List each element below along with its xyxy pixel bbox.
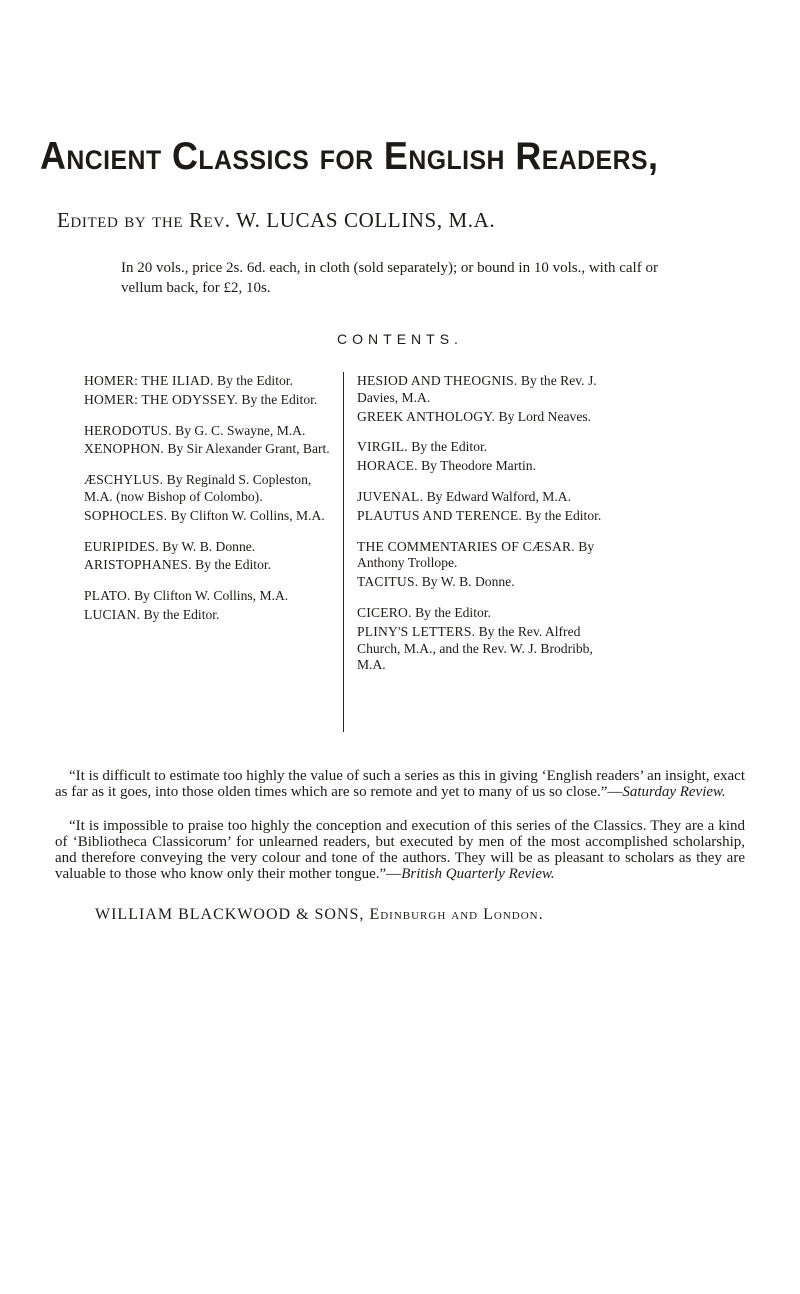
entry-contributor: By W. B. Donne. (162, 538, 256, 554)
entry-contributor: By the Rev. J. Davies, M.A. (357, 373, 597, 405)
contents-entry (357, 624, 609, 674)
entry-contributor: By the Editor. (143, 606, 220, 622)
entry-contributor: By the Editor. (415, 604, 491, 620)
entry-contributor: By W. B. Donne. (421, 574, 515, 590)
entry-author: EURIPIDES. (84, 538, 159, 554)
entry-contributor: By the Editor. (195, 557, 272, 573)
entry-author: HOMER: THE ODYSSEY. (84, 391, 238, 407)
contents-right-column (357, 373, 609, 676)
price-note: In 20 vols., price 2s. 6d. each, in cloth (sold separately); or bound in 10 vols., with calf or vellum back, for £2, 10s. (121, 260, 658, 296)
entry-author: HESIOD AND THEOGNIS. (357, 373, 518, 388)
entry-contributor: By the Editor. (411, 439, 488, 455)
entry-author: THE COMMENTARIES OF CÆSAR. (357, 538, 575, 554)
contents-entry (84, 373, 336, 390)
publisher-name: WILLIAM BLACKWOOD & SONS, (95, 906, 365, 923)
review-text: “It is impossible to praise too highly the conception and execution of this series of the Classics. They are a kind of ‘Bibliotheca Classicorum’ for unlearned readers, but executed by men of the most accomplished scholarship, and therefore conveying the very colour and tone of the authors. They will be as pleasant to scholars as they are valuable to those who know only their mother tongue.”— (55, 818, 745, 882)
editor-line-text: Edited by the Rev. W. LUCAS COLLINS, M.A. (57, 208, 496, 232)
contents-entry (357, 373, 609, 407)
review-source: British Quarterly Review. (401, 866, 555, 882)
publisher-imprint (95, 906, 544, 924)
entry-contributor: By Reginald S. Copleston, M.A. (now Bishop of Colombo). (84, 472, 312, 504)
review-text: “It is difficult to estimate too highly the value of such a series as this in giving ‘English readers’ an insight, exact as far as it goes, into those olden times which are so remote and yet to many of us so close.”— (55, 768, 745, 800)
entry-author: SOPHOCLES. (84, 507, 168, 523)
entry-contributor: By Sir Alexander Grant, Bart. (167, 441, 330, 457)
entry-contributor: By Edward Walford, M.A. (426, 488, 571, 504)
contents-entry (84, 539, 336, 556)
entry-contributor: By G. C. Swayne, M.A. (175, 422, 306, 438)
contents-entry (357, 409, 609, 426)
editor-line (57, 208, 495, 233)
entry-contributor: By the Editor. (525, 507, 602, 523)
entry-author: XENOPHON. (84, 441, 164, 457)
column-divider (343, 372, 344, 732)
contents-entry (357, 574, 609, 591)
contents-entry (84, 588, 336, 605)
entry-author: HERODOTUS. (84, 422, 172, 438)
entry-contributor: By Lord Neaves. (498, 408, 592, 424)
entry-author: HORACE. (357, 458, 418, 474)
contents-entry (357, 439, 609, 456)
contents-entry (357, 508, 609, 525)
publisher-places: Edinburgh and London. (369, 906, 544, 923)
entry-author: ÆSCHYLUS. (84, 472, 164, 488)
entry-author: JUVENAL. (357, 488, 424, 504)
contents-entry (84, 607, 336, 624)
entry-author: LUCIAN. (84, 606, 141, 622)
entry-contributor: By Clifton W. Collins, M.A. (170, 507, 325, 523)
entry-contributor: By the Rev. Alfred Church, M.A., and the Rev. W. J. Brodribb, M.A. (357, 623, 593, 673)
contents-entry (357, 605, 609, 622)
contents-heading: CONTENTS. (337, 331, 463, 347)
entry-contributor: By Anthony Trollope. (357, 538, 595, 571)
contents-entry (357, 458, 609, 475)
series-title (40, 135, 721, 179)
entry-author: CICERO. (357, 604, 412, 620)
entry-contributor: By the Editor. (217, 373, 293, 388)
contents-entry (84, 441, 336, 458)
contents-entry (84, 508, 336, 525)
entry-author: GREEK ANTHOLOGY. (357, 408, 496, 424)
review-quote (55, 768, 745, 800)
contents-entry (84, 392, 336, 409)
reviews (55, 768, 745, 900)
review-source: Saturday Review. (622, 784, 726, 800)
entry-contributor: By Theodore Martin. (421, 458, 536, 474)
entry-author: PLAUTUS AND TERENCE. (357, 507, 522, 523)
contents-entry (357, 539, 609, 573)
entry-author: PLATO. (84, 588, 131, 604)
entry-author: HOMER: THE ILIAD. (84, 373, 214, 388)
entry-contributor: By Clifton W. Collins, M.A. (134, 588, 289, 604)
contents-entry (84, 557, 336, 574)
entry-author: PLINY'S LETTERS. (357, 623, 476, 639)
contents-entry (84, 472, 336, 506)
contents-entry (84, 423, 336, 440)
contents-entry (357, 489, 609, 506)
review-quote (55, 818, 745, 882)
entry-author: VIRGIL. (357, 439, 408, 455)
series-title-text: Ancient Classics for English Readers, (40, 135, 659, 178)
entry-contributor: By the Editor. (241, 391, 318, 407)
entry-author: ARISTOPHANES. (84, 557, 192, 573)
entry-author: TACITUS. (357, 574, 419, 590)
contents-left-column (84, 373, 336, 626)
